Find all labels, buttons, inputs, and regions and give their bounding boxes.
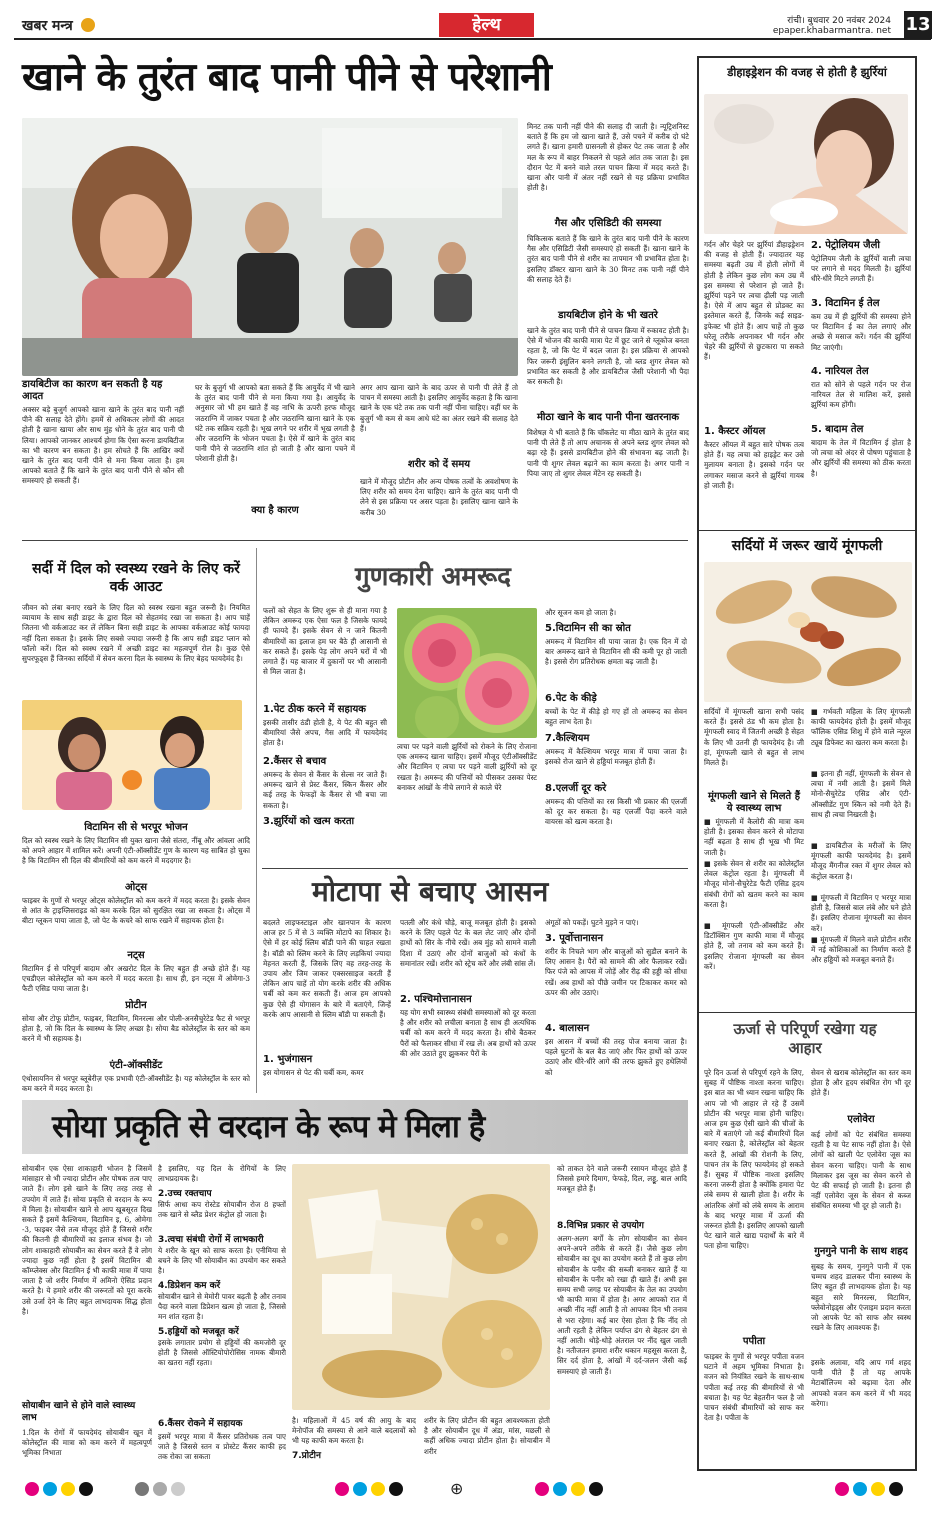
sidebar-divider	[699, 530, 915, 531]
body-text: बच्चों के पेट में कीड़े हो गए हों तो अमरूद का सेवन बहुत लाभ देता है।	[545, 707, 687, 727]
subhead-give-time: शरीर को दें समय	[407, 459, 471, 470]
body-text: घर के बुजुर्ग भी आपको बता सकते हैं कि आयुर्वेद में भी खाने के तुरंत बाद पानी पीने से मना किया गया है। आयुर्वेद के अनुसार जो भी हम खाते हैं वह नाभि के ऊपरी हरफ मौजूद जठराग्नि में जाकर पचता है और जठराग्नि खाना खाने के एक घंटे तक सक्रिय रहती है। भूख लगने पर शरीर में भूख लगती है और जठराग्नि के भोजन पचता है। ऐसे में खाने के तुरंत बाद पानी पीने से जठराग्नि शांत हो जाती है और खाना पचने में परेशानी होती है।	[195, 383, 355, 464]
body-text: एंथोसायनिन से भरपूर ब्लूबेरीज़ एक प्रभावी एंटी-ऑक्सीडेंट है। यह कोलेस्ट्रॉल के स्तर को कम करने में मदद करता है।	[22, 1074, 250, 1094]
women-eating-photo	[22, 700, 242, 810]
subhead-nuts: नट्स	[127, 950, 145, 961]
body-text: खाने में मौजूद प्रोटीन और अन्य पोषक तत्वों के अवशोषण के लिए शरीर को समय देना चाहिए। खाने के तुरंत बाद पानी पी लेने से इस प्रक्रिया पर असर पड़ता है। इसलिए खाना खाने के करीब 30	[360, 477, 518, 517]
body-text: सर्दियों में मूंगफली खाना सभी पसंद करते हैं। इससे ठंड भी कम होता है। मूंगफली स्वाद में जितनी अच्छी है सेहत के लिए भी उतनी ही फायदेमंद है। जी हां, मूंगफली खाने से बहुत से लाभ मिलते हैं।	[704, 707, 804, 768]
body-text: 1.दिल के रोगों में फायदेमंद सोयाबीन खून में कोलेस्ट्रॉल की मात्रा को कम करने में महत्वपूर्ण भूमिका निभाता	[22, 1428, 152, 1458]
site-url[interactable]: epaper.khabarmantra. net	[772, 26, 891, 36]
body-text: को ताकत देने वाले जरूरी रसायन मौजूद होते हैं जिससे हमारे दिमाग, फेफड़े, दिल, लड्डू, बाल आदि मजबूत होते हैं।	[557, 1164, 687, 1194]
subhead-cancer: 2.कैंसर से बचाव	[263, 756, 327, 767]
subhead-vitamin-e-oil: 3. विटामिन ई तेल	[811, 298, 880, 309]
subhead-aloe-vera: एलोवेरा	[847, 1114, 875, 1125]
subhead-diabetes-risk: डायबिटीज होने के भी खतरे	[558, 310, 658, 321]
subhead-reason: क्या है कारण	[251, 505, 299, 516]
soya-title: सोया प्रकृति से वरदान के रूप मे मिला है	[52, 1109, 485, 1145]
column-rule	[256, 548, 257, 1093]
subhead-vitamin-c-food: विटामिन सी से भरपूर भोजन	[84, 822, 188, 833]
wrinkles-col-1	[704, 240, 804, 522]
list-item: ■ इतना ही नहीं, मूंगफली के सेवन से त्वचा में नमी आती है। इसमें मिले मोनो-सैचुरेटेड एसिड और एंटी-ऑक्सीडेंट गुण स्किन को नमी देते हैं। साथ ही त्वचा निखरती है।	[811, 769, 911, 819]
subhead-calcium: 7.कैल्शियम	[545, 733, 590, 744]
body-text: है इसलिए, यह दिल के रोगियों के लिए लाभप्रदायक है।	[158, 1164, 286, 1184]
body-text: अमरूद के सेवन से कैंसर के सेल्स नर जाते हैं। अमरूद खाने से प्रेस्ट कैंसर, स्किन कैंसर और कई तरह के फेफड़ों के कैंसर से भी बचा जा सकता है।	[263, 770, 387, 810]
page-number: 13	[904, 11, 932, 39]
body-text: इसके लगातार प्रयोग से हड्डियों की कमजोरी दूर होती है जिससे ऑस्टियोपोरोसिस नामक बीमारी का खतरा नहीं रहता।	[158, 1338, 286, 1368]
subhead-petroleum-jelly: 2. पेट्रोलियम जैली	[811, 240, 880, 251]
wrinkles-col-2	[811, 240, 911, 522]
section-tab[interactable]	[439, 13, 534, 37]
peanut-benefits-list-left	[704, 817, 804, 983]
body-text: इसके अलावा, यदि आप गर्म शहद पानी पीते हैं तो यह आपके मेटाबॉलिज्म को बढ़ावा देता और आपको वजन कम करने में भी मदद करेगा।	[811, 1358, 911, 1408]
soya-col-2	[158, 1164, 286, 1414]
body-text: अलग-अलग बर्गों के लोग सोयाबीन का सेवन अपने-अपने तरीके से करते हैं। जैसे कुछ लोग सोयाबीन का दूध का उपयोग करते हैं तो कुछ लोग सोयाबीन के पनीर की सब्जी बनाकर खाते हैं या सोयाबीन के पनीर को रखा ही खाते हैं। अभी इस समय सभी जगह पर सोयाबीन के तेल का उपयोग भी काफी मात्रा में होता है। अगर आपको रात में अच्छी नींद नहीं आती है तो आपका दिन भी तनाव से भरा रहेगा। कई बार ऐसा होता है कि नींद तो आती रहती है लेकिन पर्याप्त ढंग से बेहतर ढंग से नहीं आती। थोड़े-थोड़े अंतराल पर नींद खुल जाती है। नतीजतन हमारा शरीर थकान महसूस करता है, सिर दर्द होता है, आंखों में दर्द-जलन जैसी कई समस्याएं हो जाती हैं।	[557, 1234, 687, 1376]
body-text: फाइबर के गुणों से भरपूर पपीता वजन घटाने में अहम भूमिका निभाता है। वजन को नियंत्रित रखने के साथ-साथ पपीता कई तरह की बीमारियों से भी बचाता है। यह पेट बेहतरीन फल है जो पाचन संबंधी बीमारियों को साफ कर देता है। पपीता के	[704, 1352, 804, 1423]
peanuts-photo	[704, 562, 912, 702]
list-item: ■ मूंगफली में विटामिन ए भरपूर मात्रा होती है, जिससे बाल लंबे और घने होते हैं। इसलिए रोजाना मूंगफली का सेवन करें।	[811, 893, 911, 933]
crosshair-mark-icon: ⊕	[450, 1479, 464, 1498]
subhead-papaya: पपीता	[742, 1336, 766, 1347]
soybean-photo	[292, 1164, 550, 1410]
body-text: सिर्फ आधा कप रोस्टेड सोयाबीन रोज 8 हफ्तों तक खाने से ब्लैड प्रेशर कंट्रोल हो जाता है।	[158, 1200, 286, 1220]
yoga-col-2	[400, 918, 536, 1090]
subhead-oats: ओट्स	[124, 882, 148, 893]
dateline	[761, 16, 891, 36]
subhead-gas-acidity: गैस और एसिडिटी की समस्या	[554, 218, 662, 229]
body-text: कम उम्र में ही झुर्रियों की समस्या होने पर विटामिन ई का तेल लगाएं और अच्छे से मसाज करें। गर्दन की झुर्रियां मिट जाएंगी।	[811, 312, 911, 352]
list-item: ■ इसके सेवन से शरीर का कोलेस्ट्रॉल लेवल कंट्रोल रहता है। मूंगफली में मौजूद मोनो-सैचुरेटेड फैटी एसिड हृदय संबंधी रोगों को खतम करने का काम करता है।	[704, 859, 804, 909]
subhead-soya-benefits: सोयाबीन खाने से होने वाले स्वास्थ्य लाभ	[22, 1401, 136, 1423]
brand-logo	[22, 16, 95, 35]
article-col-2	[195, 383, 355, 527]
subhead-allergy: 8.एलर्जी दूर करे	[545, 783, 607, 794]
subhead-bhujangasana: 1. भुजंगासन	[263, 1054, 313, 1065]
subhead-blood-pressure: 2.उच्च रक्तचाप	[158, 1189, 212, 1199]
peanut-col-2	[811, 707, 911, 987]
wrinkles-title: डीहाइड्रेशन की वजह से होती है झुर्रियां	[727, 65, 887, 79]
body-text: शरीर के निचले भाग और बाजुओं को सुडौल बनाने के लिए आसन है। पैरों को सामने की ओर फैलाकर रखें। फिर पंजे को आपस में जोड़ें और रीढ़ की हड्डी को सीधा रखें। अब हाथों को पीछे जमीन पर टिकाकर कमर को ऊपर की ओर उठाएं।	[545, 947, 687, 997]
article-col-1	[22, 379, 184, 527]
subhead-honey-water: गुनगुने पानी के साथ शहद	[814, 1246, 908, 1257]
subhead-cancer-prevention: 6.कैंसर रोकने में सहायक	[158, 1419, 243, 1429]
article-col-3	[360, 383, 518, 527]
body-text: पूरे दिन ऊर्जा से परिपूर्ण रहने के लिए, सुबह में पौष्टिक नाश्ता करना चाहिए। इस बात का भी ध्यान रखना चाहिए कि आप जो भी आहार ले रहे हैं उसमें प्रोटीन की भरपूर मात्रा होनी चाहिए। आज हम कुछ ऐसी खाने की चीजों के बारे में बताएंगे जो कई बीमारियों दिल बनाए रखता है, कोलेस्ट्रॉल को बेहतर करते हैं, आंखों की रोशनी के लिए, पाचन तंत्र के लिए फायदेमंद हो सकते हैं। सुबह में पौष्टिक नाश्ता इसलिए करना जरूरी होता है क्योंकि हमारा पेट लंबे समय से खाली होता है। शरीर के आंतरिक अंगों को लंबे समय के आराम के बाद भरपूर मात्रा में ऊर्जा की जरूरत होती है। इसलिए आपको खाली पेट खाने वाले खाद्य पदार्थों के बारे में पता होना चाहिए।	[704, 1068, 804, 1251]
masthead	[14, 10, 931, 40]
winter-intro	[22, 603, 250, 698]
guava-photo	[397, 608, 537, 738]
body-text: पेट्रोलियम जैली के झुर्रियों वाली त्वचा पर लगाने से मदद मिलती है। झुर्रियां धीरे-धीरे मिटने लगती हैं।	[811, 254, 911, 284]
winter-sections	[22, 822, 250, 1092]
guava-col-2	[397, 742, 537, 862]
subhead-protein-soya: 7.प्रोटीन	[292, 1451, 321, 1461]
peanuts-illustration	[704, 562, 912, 702]
list-item: ■ मूंगफली में मिलने वाले प्रोटीन शरीर में नई कोशिकाओं का निर्माण करते हैं और हड्डियों को मजबूत बनाते हैं।	[811, 935, 911, 965]
body-text: पतली और कंधे चौड़े, बाजू मजबूत होती है। इसको करने के लिए पहले पेट के बल लेट जाएं और दोनों हाथों को सिर के नीचे रखें। अब मुंह को सामने वाली दिशा में उठाएं और दोनों बाजुओं को कंधों के समानांतर रखें। शरीर को स्ट्रेच करें और लंबी सांस लें।	[400, 918, 536, 968]
peanut-title: सर्दियों में जरूर खायें मूंगफली	[731, 538, 883, 554]
body-text: कई लोगों को पेट संबंधित समस्या रहती है या पेट साफ नहीं होता है। ऐसे लोगों को खाली पेट एलोवेरा जूस का सेवन करना चाहिए। पानी के साथ मिलाकर इस जूस का सेवन करने से पेट की सफाई हो जाती है। इतना ही नहीं एलोवेरा जूस के सेवन से कब्ज संबंधित समस्या भी दूर हो जाती है।	[811, 1130, 911, 1211]
subhead-purvottanasana: 3. पूर्वोत्तानासन	[545, 933, 604, 944]
guava-col-1	[263, 606, 387, 856]
body-text: विशेषज्ञ ये भी बताते हैं कि चॉकलेट या मीठा खाने के तुरंत बाद पानी पी लेते हैं तो आप अचानक से अपने ब्लड शुगर लेवल को बढ़ा रहे हैं। इससे डायबिटीज होने की संभावना बढ़ जाती है। पानी पी शुगर लेवल बढ़ाने का काम करता है। अगर पानी न पिया जाए तो शुगर लेवल मेंटेन रह सकती है।	[527, 428, 689, 478]
body-text: इसमें भरपूर मात्रा में कैंसर प्रतिरोधक तत्व पाए जाते है जिससे स्तन व प्रोस्टेट कैंसर काफी हद तक रोका जा सकता	[158, 1432, 286, 1462]
body-text: कैस्टर ऑयल में बहुत सारे पोषक तत्व होते हैं। यह त्वचा को हाइड्रेट कर उसे मुलायम बनाता है। इसको गर्दन पर लगाकर मसाज करने से झुर्रियां गायब हो जाती हैं।	[704, 440, 804, 490]
subhead-coconut-oil: 4. नारियल तेल	[811, 366, 869, 377]
soya-col-1	[22, 1164, 152, 1469]
body-text: बादाम के तेल में विटामिन ई होता है जो त्वचा को अंदर से पोषण पहुंचाता है और झुर्रियों की समस्या को ठीक करता है।	[811, 438, 911, 478]
section-divider	[22, 540, 688, 541]
body-text: मिनट तक पानी नहीं पीने की सलाह दी जाती है। न्यूट्रिशनिस्ट बताते हैं कि हम जो खाना खाते हैं, उसे पचने में करीब दो घंटे लगते हैं। खाना हमारी ग्रासनली से होकर पेट तक जाता है और मल के रूप में बाहर निकलने से पहले आंत तक जाता है। इस दौरान पेट में बनने वाले तरल पाचन क्रिया में मदद करते हैं। खाना और पानी में अंतर नहीं रखने से यह प्रक्रिया प्रभावित होती है।	[527, 122, 689, 193]
energy-title: ऊर्जा से परिपूर्ण रखेगा यह आहार	[733, 1020, 877, 1057]
body-text: सेवन से खराब कोलेस्ट्रॉल का स्तर कम होता है और हृदय संबंधित रोग भी दूर होते हैं।	[811, 1068, 911, 1098]
peanut-benefits-list-right	[811, 707, 911, 977]
subhead-depression: 4.डिप्रेशन कम करें	[158, 1281, 221, 1291]
body-text: खाने के तुरंत बाद पानी पीने से पाचन क्रिया में रुकावट होती है। ऐसे में भोजन की काफी मात्रा पेट में छूट जाने से ग्लूकोज बनता रहता है, जो कि पेट में बदल जाता है। इस प्रक्रिया से आपको फिर जरूरी इंसुलिन बनने लगती है, जो ब्लड शुगर लेवल को प्रभावित कर सकती है और डायबिटीज जैसी परेशानी भी पैदा कर सकती है।	[527, 326, 689, 387]
body-text: है। महिलाओं में 45 वर्ष की आयु के बाद मेनोपॉज की समस्या से आने वाले बदलावों को भी यह काफी कम करता है।	[292, 1416, 416, 1446]
guava-illustration	[397, 608, 537, 738]
body-text: रात को सोने से पहले गर्दन पर रोज नारियल तेल से मालिश करें, इससे झुर्रियां कम होंगी।	[811, 380, 911, 410]
yoga-title: मोटापा से बचाए आसन	[312, 875, 549, 908]
energy-col-2	[811, 1068, 911, 1463]
body-text: ये शरीर के खून को साफ करता है। एनीमिया से बचने के लिए भी सोयाबीन का उपयोग कर सकते है।	[158, 1246, 286, 1276]
subhead-balasana: 4. बालासन	[545, 1023, 590, 1034]
list-item: ■ डायबिटीज के मरीजों के लिए मूंगफली काफी फायदेमंद है। इसमें मौजूद मैंगनीज रक्त में शुगर लेवल को कंट्रोल करता है।	[811, 841, 911, 881]
body-text: शरीर के लिए प्रोटीन की बहुत आवश्यकता होती है और सोयाबीन दूध में अंडा, मांस, मछली से कहीं अधिक ज्यादा प्रोटीन होता है। सोयाबीन में शरीर	[424, 1416, 550, 1456]
subhead-stomach: 1.पेट ठीक करने में सहायक	[263, 704, 366, 715]
body-text: यह योग सभी स्वास्थ्य संबंधी समस्याओं को दूर करता है और शरीर को लचीला बनाता है साथ ही अत्यधिक चर्बी को कम करने में मदद करता है। सीधे बैठकर पैरों को फैलाकर सीधा में रख लें। अब हाथों को ऊपर की ओर उठाते हुए झुककर पैरों के	[400, 1008, 536, 1058]
body-text: विटामिन ई से परिपूर्ण बादाम और अखरोट दिल के लिए बहुत ही अच्छे होते हैं। यह एचडीएल कोलेस्ट्रॉल को कम करने में मदद करता है। साथ ही, इन नट्स में ओमेगा-3 फैटी एसिड पाया जाता है।	[22, 964, 250, 994]
body-text: सोयाबीन एक ऐसा शाकाहारी भोजन है जिसमें मांसाहार से भी ज्यादा प्रोटीन और पोषक तत्व पाए जाते हैं। लोग इसे खाने के लिए तरह तरह से उपयोग में लाते हैं। सोया प्रकृति से वरदान के रूप में मिला है। सोयाबीन खाने से आप खूबसूरत दिख सकते हैं इसमें कैल्शियम, विटामिन इ, 6, ओमेगा -3, फाइबर जैसे तत्व मौजूद होते हैं जिससे शरीर की कितनी ही बीमारियों का इलाज संभव है। जो लोग शाकाहारी सोयाबीन का सेवन करते हैं वे लोग ज्यादा कुछ नहीं होता है इसमें विटामिन बी कॉम्प्लेक्स और विटामिन ई भी काफी मात्रा में पाया जाता है जो शरीर निर्माण में अमिनो ऐसिड प्रदान करते है। ये हमारे शरीर की जरूरतों को पूरा करके उसे उर्जा देने के लिए बहुत लाभदायक सिद्ध होता है।	[22, 1164, 152, 1316]
subhead-bones: 5.हड्डियों को मजबूत करें	[158, 1327, 239, 1337]
body-text: फाइबर के गुणों से भरपूर ओट्स कोलेस्ट्रॉल को कम करने में मदद करता है। इसके सेवन से आंत के ट्राइग्लिसराइड को कम करके दिल को सुरक्षित रखा जा सकता है। ओट्स में बीटा ग्लूकन पाया जाता है, जो पेट के कचरे को साफ रखने में सहायक होता है।	[22, 896, 250, 926]
section-divider	[262, 868, 688, 869]
subhead-skin-diseases: 3.त्वचा संबंधी रोगों में लाभकारी	[158, 1235, 264, 1245]
subhead-sweet-water: मीठा खाने के बाद पानी पीना खतरनाक	[536, 412, 680, 423]
peanut-col-1	[704, 707, 804, 987]
body-text: और सूजन कम हो जाता है।	[545, 608, 617, 617]
subhead-peanut-benefits: मूंगफली खाने से मिलते हैं ये स्वास्थ्य लाभ	[707, 791, 801, 814]
body-text: जीवन को लंबा बनाए रखने के लिए दिल को स्वस्थ रखना बहुत जरूरी है। नियमित व्यायाम के साथ सही डाइट के द्वारा दिल को सेहतमंद रखा जा सकता है। आप चाहें जितना भी वर्कआउट कर लें लेकिन बिना सही डाइट के आपका वर्कआउट कोई फायदा नहीं दिला सकता है। इसके लिए सबसे ज्यादा जरूरी है कि आप सही डाइट प्लान को फॉलो करें। दिल को स्वस्थ रखने में अच्छी डाइट का महत्वपूर्ण रोल है। कुछ ऐसे सुपरफूड्स हैं जिनका सर्दियों में सेवन करना दिल के स्वास्थ्य के लिए बेहद फायदेमंद है।	[22, 603, 250, 664]
body-text: सुबह के समय, गुनगुने पानी में एक चम्मच शहद डालकर पीना स्वास्थ्य के लिए बहुत ही लाभदायक होता है। यह बहुत सारे मिनरल्स, विटामिन, फ्लेवोनोइड्स और एंजाइम प्रदान करता जो आपके पेट को साफ और स्वस्थ रखने के लिए आवश्यक हैं।	[811, 1262, 911, 1333]
body-text: सोयाबीन खाने से मेमोरी पावर बढ़ती है और तनाव पैदा करने वाला डिप्रेशन खत्म हो जाता है, जिससे मन शांत रहता है।	[158, 1292, 286, 1322]
guava-col-3	[545, 608, 687, 863]
neck-skincare-photo	[704, 94, 908, 234]
yoga-col-3	[545, 918, 687, 1090]
soya-col-5	[557, 1164, 687, 1470]
body-text: दिल को स्वस्थ रखने के लिए विटामिन सी युक्त खाना जैसे संतरा, नींबू और आंवला आदि को अपने आहार में शामिल करें। अपनी एंटी-ऑक्सीडेंट गुण के कारण यह साबित हो चुका है कि विटामिन सी दिल की बीमारियों को कम करने में मददगार है।	[22, 836, 250, 866]
soya-col-4	[424, 1416, 550, 1470]
article-col-4	[527, 122, 689, 527]
soya-col-3	[292, 1416, 416, 1470]
body-text: इस योगासन से पेट की चर्बी कम, कमर	[263, 1068, 364, 1077]
soya-col-2b	[158, 1418, 286, 1470]
main-headline: खाने के तुरंत बाद पानी पीने से परेशानी	[22, 55, 551, 100]
subhead-vitamin-c-source: 5.विटामिन सी का स्रोत	[545, 623, 631, 634]
guava-title: गुणकारी अमरूद	[355, 562, 511, 592]
gym-treadmill-photo	[22, 118, 518, 376]
subhead-protein: प्रोटीन	[125, 1000, 147, 1011]
list-item: ■ मूंगफली में कैलोरी की मात्रा कम होती है। इसका सेवन करने से मोटापा नहीं बढ़ता है साथ ही भूख भी मिट जाती है।	[704, 817, 804, 857]
brand-name: खबर मन्त्र	[22, 18, 73, 34]
footer-registration-bar	[22, 1478, 922, 1500]
body-text: अक्सर बड़े बुजुर्ग आपको खाना खाने के तुरंत बाद पानी नहीं पीने की सलाह देते होंगे। हममें से अधिकतर लोगों की आदत होती है खाना खाया और साथ मुंह धोने के तुरंत बाद पानी पी लिया। आपको जानकर आश्चर्य होगा कि ऐसा करना डायबिटीज का भी कारण बन सकता है। हम सोचते हैं कि आखिर क्यों खाने के तुरंत बाद पानी पीने से मना किया जाता है। हम आपको बताते हैं कि खाने के तुरंत बाद पानी पीने से कौन सी समस्याएं हो सकती हैं।	[22, 405, 184, 486]
body-text: अमरूद में विटामिन सी पाया जाता है। एक दिन में दो बार अमरूद खाने से विटामिन सी की कमी पूर हो जाती है। इससे रोग प्रतिरोधक क्षमता बढ़ जाती है।	[545, 637, 687, 667]
body-text: त्वचा पर पड़ने वाली झुर्रियों को रोकने के लिए रोजाना एक अमरूद खाना चाहिए। इसमें मौजूद एंटीऑक्सीडेंट और विटामिन ए त्वचा पर पड़ने वाली झुर्रियों को दूर रखता है। अमरूद की पत्तियों को पीसकर उसका पेस्ट बनाकर आंखों के नीचे लगाने से काले घेरे	[397, 742, 537, 792]
body-text: अंगूठों को पकड़ें। घुटने मुड़ने न पाएं।	[545, 918, 639, 927]
list-item: ■ मूंगफली एंटी-ऑक्सीडेंट और डिटॉक्सिन गुण काफी मात्रा में मौजूद होते हैं, जो तनाव को कम करते हैं। इसलिए रोजाना मूंगफली का सेवन करें।	[704, 921, 804, 971]
subhead-paschimottanasana: 2. पश्चिमोत्तानासन	[400, 994, 472, 1005]
body-text: सोया और टोफू प्रोटीन, फाइबर, विटामिन, मिनरल्स और पोली-अनसैचुरेटेड फैट से भरपूर होता है, जो कि दिल के स्वास्थ्य के लिए अच्छा है। सोया बैड कोलेस्ट्रॉल के स्तर को कम करने में भी सहायक है।	[22, 1014, 250, 1044]
subhead-stomach-worms: 6.पेट के कीड़े	[545, 693, 597, 704]
subhead-almond-oil: 5. बादाम तेल	[811, 424, 864, 435]
yoga-col-1	[263, 918, 391, 1090]
color-registration-marks	[22, 1478, 922, 1500]
women-eating-illustration	[22, 700, 242, 810]
body-text: अमरूद में कैल्शियम भरपूर मात्रा में पाया जाता है। इसको रोज खाने से हड्डियां मजबूत होती हैं।	[545, 747, 687, 767]
list-item: ■ गर्भवती महिला के लिए मूंगफली काफी फायदेमंद होती है। इसमें मौजूद फॉलिक एसिड शिशु में होने वाले न्यूरल ट्यूब डिफेक्ट का खतरा कम करता है।	[811, 707, 911, 747]
winter-heart-title: सर्दी में दिल को स्वस्थ्य रखने के लिए करें वर्क आउट	[32, 561, 240, 595]
body-text: इसकी तासीर ठंडी होती है, ये पेट की बहुत सी बीमारियां जैसे अपच, गैस आदि में फायदेमंद होता है।	[263, 718, 387, 748]
subhead-diabetes-cause: डायबिटीज का कारण बन सकती है यह आदत	[22, 379, 163, 402]
body-text: बदलते लाइफस्टाइल और खानपान के कारण आज हर 5 में से 3 व्यक्ति मोटापे का शिकार है। ऐसे में हर कोई स्लिम बॉडी पाने की चाहत रखता है। बॉडी को स्लिम करने के लिए लड़कियां ज्यादा मेहनत करती हैं, जिसके लिए वह तरह-तरह के उपाय और जिम जाकर एक्सरसाइज करती हैं लेकिन आप चाहें तो योग करके शरीर की अधिक चर्बी को कम कर सकती हैं। आज हम आपको कुछ ऐसे ही योगासन के बारे में बताएंगे, जिन्हें करके आप आसानी से स्लिम बॉडी पा सकती हैं।	[263, 918, 391, 1019]
subhead-wrinkles: 3.झुर्रियों को खत्म करता	[263, 816, 355, 827]
date-text: रांची। बुधवार 20 नवंबर 2024	[787, 16, 891, 26]
body-text: फलों को सेहत के लिए शुरू से ही माना गया है लेकिन अमरूद एक ऐसा फल है जिसके फायदे ही फायदे हैं। इसके सेवन से न जाने कितनी बीमारियों का इलाज हम घर बैठे ही आसानी से कर सकते हैं। इसके पेड़ लोग अपने घरों में भी लगाते हैं। यह बाजार में दुकानों पर भी आसानी से मिल जाता है।	[263, 606, 387, 677]
soybean-illustration	[292, 1164, 550, 1410]
sidebar-divider	[699, 1012, 915, 1013]
body-text: गर्दन और चेहरे पर झुर्रियां डीहाइड्रेशन की वजह से होती हैं। ज्यादातर यह समस्या बढ़ती उम्र में होती लोगों में होती है लेकिन कुछ लोग कम उम्र में इस समस्या से परेशान हो जाते हैं। झुर्रियां पड़ने पर त्वचा ढ़ीली पड़ जाती है। ऐसे में आप बहुत से प्रोडक्ट का इस्तेमाल करते हैं, जिनके कई साइड-इफेक्ट भी होते हैं। आप चाहें तो कुछ घरेलू तरीके अपनाकर भी गर्दन और चेहरे की झुर्रियों से छुटकारा पा सकते हैं।	[704, 240, 804, 362]
section-label: हेल्थ	[472, 15, 501, 35]
skincare-illustration	[704, 94, 908, 234]
brand-mark-icon	[81, 18, 95, 32]
energy-col-1	[704, 1068, 804, 1463]
body-text: अगर आप खाना खाने के बाद ऊपर से पानी पी लेते हैं तो पाचन में समस्या आती है। इसलिए आयुर्वेद कहता है कि खाना खाने के एक घंटे तक तक पानी नहीं पीना चाहिए। वहीं घर के बुजुर्ग भी कम से कम आधे घंटे का अंतर रखने की सलाह देते हैं।	[360, 383, 518, 433]
body-text: अमरूद की पत्तियों का रस किसी भी प्रकार की एलर्जी को दूर कर सकता है। यह एलर्जी पैदा करने वाले वायरस को खत्म करता है।	[545, 797, 687, 827]
subhead-antioxidant: एंटी-ऑक्सीडेंट	[109, 1060, 163, 1071]
subhead-castor-oil: 1. कैस्टर ऑयल	[704, 426, 766, 437]
subhead-various-uses: 8.विभिन्न प्रकार से उपयोग	[557, 1221, 644, 1231]
body-text: इस आसन में बच्चों की तरह पोज बनाया जाता है। पहले घुटनों के बल बैठ जाएं और फिर हाथों को ऊपर उठाएं और धीरे-धीरे आगे की तरफ झुकते हुए हथेलियों को	[545, 1037, 687, 1077]
body-text: चिकित्सक बताते हैं कि खाने के तुरंत बाद पानी पीने के कारण गैस और एसिडिटी जैसी समस्याएं हो सकती हैं। खाना खाने के तुरंत बाद पानी पीने से शरीर का तापमान भी प्रभावित होता है। इसलिए डॉक्टर खाना खाने के 30 मिनट तक पानी नहीं पीने की सलाह देते हैं।	[527, 234, 689, 284]
gym-scene-illustration	[22, 118, 518, 376]
